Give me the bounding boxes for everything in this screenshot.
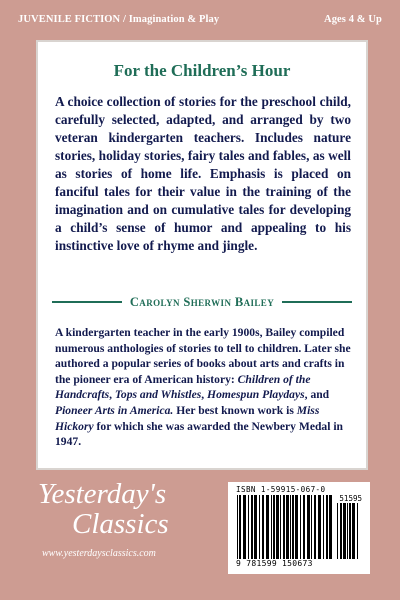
- isbn-number: ISBN 1-59915-067-0: [236, 485, 326, 494]
- bio-title: Children of the Handcrafts: [55, 372, 311, 402]
- bio-text: for which she was awarded the Newbery Medal in 1947.: [55, 419, 344, 449]
- bio-title: Homespun Playdays: [207, 388, 305, 402]
- bio-text: ,: [109, 388, 115, 402]
- bio-text: , and: [304, 388, 330, 402]
- panel-heading: For the Children’s Hour: [113, 61, 291, 80]
- author-divider: [52, 294, 352, 310]
- bio-title: Tops and Whistles: [114, 388, 202, 402]
- publisher-logo-line2: Classics: [72, 508, 169, 540]
- divider-rule-right: [282, 301, 352, 303]
- price-code: 51595: [339, 494, 362, 503]
- author-name: Carolyn Sherwin Bailey: [129, 294, 275, 309]
- category-label: JUVENILE FICTION / Imagination & Play: [18, 14, 220, 25]
- barcode-bars-addon: [336, 503, 362, 559]
- publisher-url: www.yesterdaysclassics.com: [42, 548, 156, 559]
- barcode-bars-main: [236, 495, 332, 559]
- cover-topbar: [18, 14, 382, 25]
- ean-digits: 9 781599 150673: [236, 559, 313, 568]
- publisher-logo-line1: Yesterday's: [38, 478, 167, 510]
- publisher-logo: [38, 479, 169, 539]
- bio-title: Miss Hickory: [55, 403, 320, 433]
- bio-text: A kindergarten teacher in the early 1900s, Bailey compiled numerous anthologies of stories to tell to children. Later she authored a popular series of books about arts and crafts in the pioneer era of American history:: [55, 326, 351, 386]
- author-bio: [55, 325, 351, 450]
- bio-text: Her best known work is: [173, 403, 297, 417]
- age-range-label: Ages 4 & Up: [324, 14, 382, 25]
- divider-rule-left: [52, 301, 122, 303]
- description-panel: [36, 40, 368, 470]
- book-blurb: A choice collection of stories for the preschool child, carefully selected, adapted, and arranged by two veteran kindergarten teachers. Includes nature stories, holiday stories, fairy tales and fables, as well as stories of home life. Emphasis is placed on fanciful tales for their value in the training of the imagination and on cumulative tales for developing a child’s sense of humor and appealing to his instinctive love of rhyme and jingle.: [55, 94, 351, 253]
- isbn-barcode: [228, 482, 370, 574]
- bio-title: Pioneer Arts in America.: [55, 403, 174, 417]
- bio-text: ,: [201, 388, 208, 402]
